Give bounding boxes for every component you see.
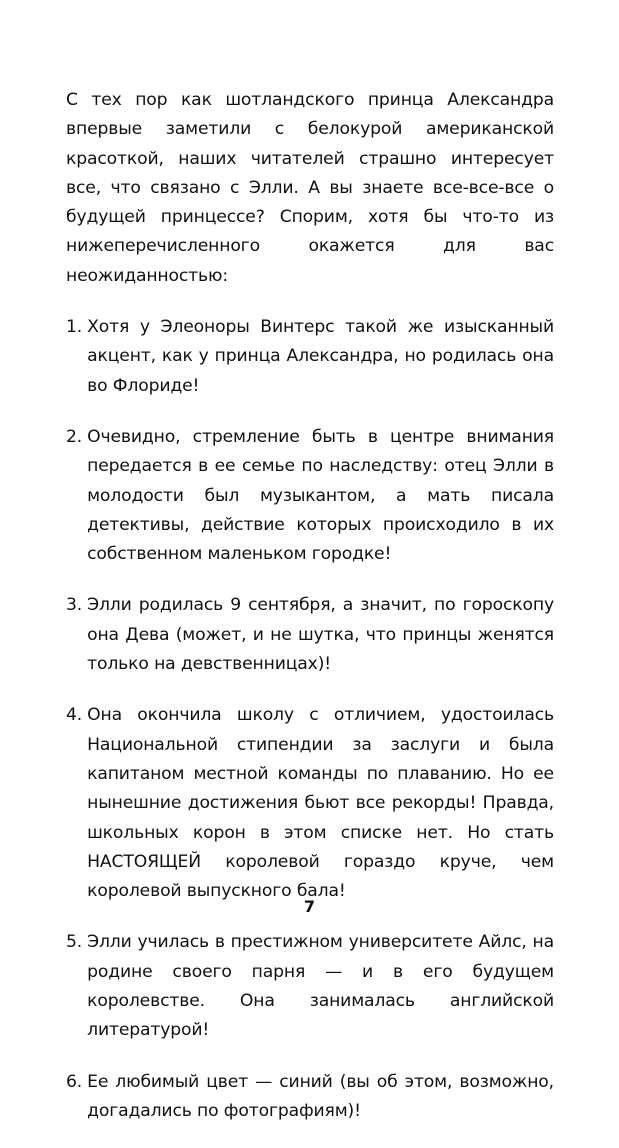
list-item-text: Хотя у Элеоноры Винтерс такой же изысканный акцент, как у принца Александра, но родилась она во Флориде!: [87, 317, 554, 396]
list-item-text: Элли родилась 9 сентября, а значит, по гороскопу она Дева (может, и не шутка, что принцы женятся только на девственницах)!: [87, 595, 554, 675]
list-item-text: Ее любимый цвет — синий (вы об этом, возможно, догадались по фотографиям)!: [87, 1071, 554, 1121]
list-item: [66, 701, 554, 906]
facts-list: [66, 313, 554, 1126]
list-item-number: 2.: [66, 426, 83, 447]
list-item-text: Очевидно, стремление быть в центре внимания передается в ее семье по наследству: отец Элли в молодости был музыкантом, а мать писала детективы, действие которых происходило в их собственном маленьком городке!: [87, 426, 554, 565]
list-item: [66, 1068, 554, 1127]
list-item-number: 3.: [66, 595, 83, 616]
page-number: 7: [303, 897, 316, 916]
list-item-text: Она окончила школу с отличием, удостоилась Национальной стипендии за заслуги и была капитаном местной команды по плаванию. Но ее нынешние достижения бьют все рекорды! Правда, школьных корон в этом списке нет. Но стать НАСТОЯЩЕЙ королевой гораздо круче, чем королевой выпускного бала!: [87, 705, 554, 902]
list-item-text: Элли училась в престижном университете Айлс, на родине своего парня — и в его будущем королевстве. Она занималась английской литературой!: [87, 932, 554, 1041]
list-item: [66, 928, 554, 1045]
list-item: [66, 423, 554, 569]
intro-paragraph: С тех пор как шотландского принца Александра впервые заметили с белокурой американской красоткой, наших читателей страшно интересует все, что связано с Элли. А вы знаете все-все-все о будущей принцессе? Спорим, хотя бы что-то из нижеперечисленного окажется для вас неожиданностью:: [66, 90, 554, 286]
list-item-number: 5.: [66, 932, 83, 953]
list-item-number: 1.: [66, 317, 83, 338]
page-body: [66, 86, 554, 1148]
list-item-number: 4.: [66, 705, 83, 726]
list-item: [66, 591, 554, 679]
list-item: [66, 313, 554, 401]
list-item-number: 6.: [66, 1071, 83, 1092]
